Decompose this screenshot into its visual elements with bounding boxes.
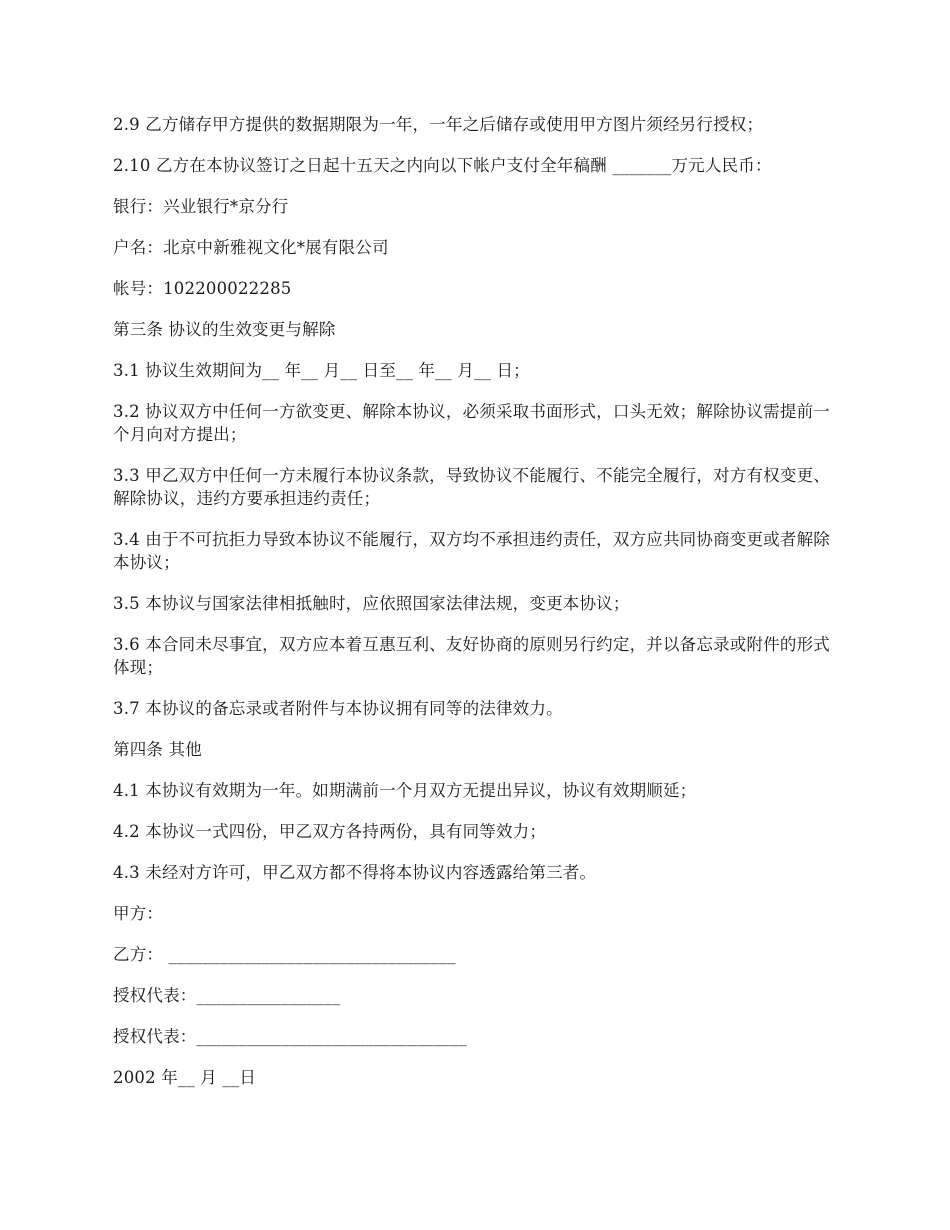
authorized-rep-b: 授权代表：________________________________ [113, 1027, 467, 1046]
bank-name: 银行：兴业银行*京分行 [113, 197, 289, 216]
account-holder: 户名：北京中新雅视文化*展有限公司 [113, 238, 389, 257]
clause-4-2: 4.2 本协议一式四份，甲乙双方各持两份，具有同等效力； [113, 822, 547, 841]
signing-date: 2002 年__ 月 __日 [113, 1068, 257, 1087]
party-b-signature-line: 乙方： __________________________________ [113, 945, 456, 964]
clause-4-3: 4.3 未经对方许可，甲乙双方都不得将本协议内容透露给第三者。 [113, 863, 597, 882]
clause-2-9: 2.9 乙方储存甲方提供的数据期限为一年，一年之后储存或使用甲方图片须经另行授权； [113, 115, 764, 134]
clause-3-5: 3.5 本协议与国家法律相抵触时，应依照国家法律法规，变更本协议； [113, 594, 630, 613]
party-a-label: 甲方： [113, 904, 164, 923]
clause-3-6: 3.6 本合同未尽事宜，双方应本着互惠互利、友好协商的原则另行约定，并以备忘录或附件的形式体现； [113, 635, 830, 677]
clause-3-7: 3.7 本协议的备忘录或者附件与本协议拥有同等的法律效力。 [113, 699, 563, 718]
section-4-heading: 第四条 其他 [113, 740, 202, 759]
document-page [113, 113, 833, 1107]
clause-3-2: 3.2 协议双方中任何一方欲变更、解除本协议，必须采取书面形式，口头无效；解除协议需提前一个月向对方提出； [113, 402, 830, 444]
account-number: 帐号：102200022285 [113, 279, 292, 298]
clause-4-1: 4.1 本协议有效期为一年。如期满前一个月双方无提出异议，协议有效期顺延； [113, 781, 697, 800]
clause-3-1: 3.1 协议生效期间为__ 年__ 月__ 日至__ 年__ 月__ 日； [113, 361, 530, 380]
section-3-heading: 第三条 协议的生效变更与解除 [113, 320, 336, 339]
clause-3-4: 3.4 由于不可抗拒力导致本协议不能履行，双方均不承担违约责任，双方应共同协商变更或者解除本协议； [113, 530, 830, 572]
clause-2-10: 2.10 乙方在本协议签订之日起十五天之内向以下帐户支付全年稿酬 _______万元人民币： [113, 156, 772, 175]
authorized-rep-a: 授权代表：_________________ [113, 986, 341, 1005]
clause-3-3: 3.3 甲乙双方中任何一方未履行本协议条款，导致协议不能履行、不能完全履行，对方有权变更、解除协议，违约方要承担违约责任； [113, 466, 830, 508]
